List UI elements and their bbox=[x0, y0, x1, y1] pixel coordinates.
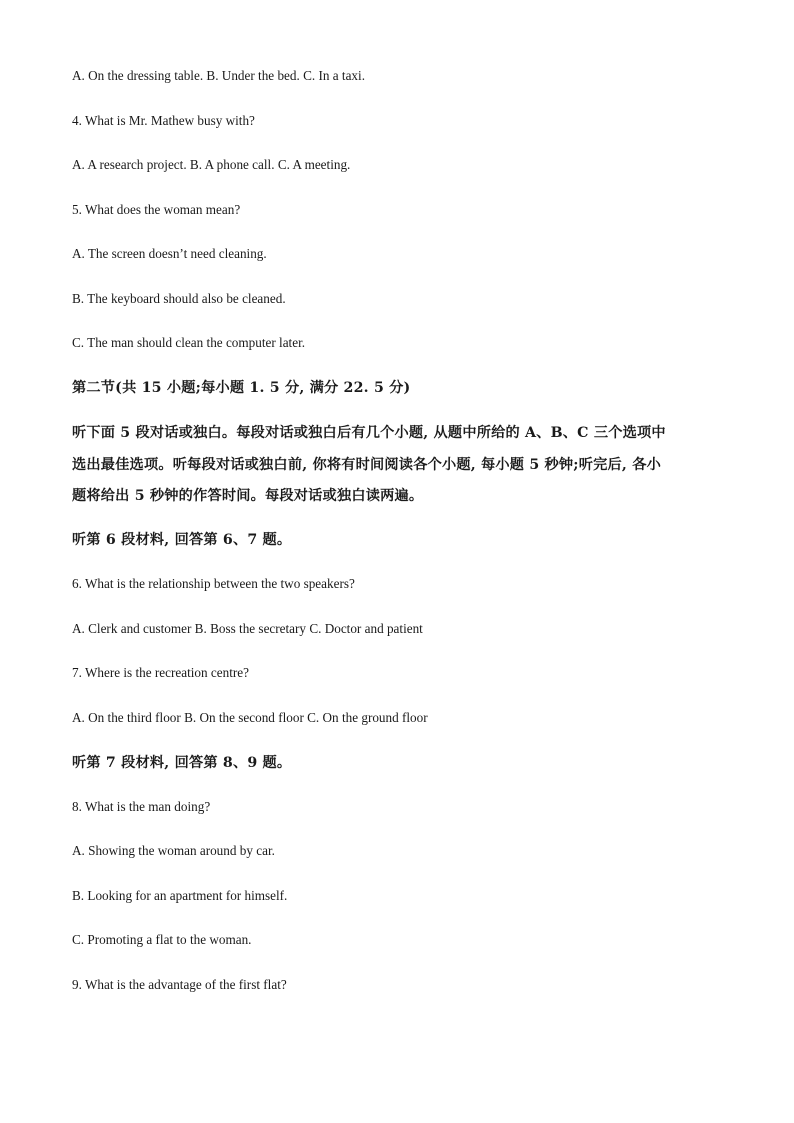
q4-question: 4. What is Mr. Mathew busy with? bbox=[72, 113, 255, 128]
material-6-heading: 听第 6 段材料, 回答第 6、7 题。 bbox=[72, 532, 292, 548]
section-heading: 第二节(共 15 小题;每小题 1. 5 分, 满分 22. 5 分) bbox=[72, 380, 411, 396]
material-7-heading: 听第 7 段材料, 回答第 8、9 题。 bbox=[72, 755, 292, 771]
q8-option-b: B. Looking for an apartment for himself. bbox=[72, 888, 288, 903]
instructions-line-1: 听下面 5 段对话或独白。每段对话或独白后有几个小题, 从题中所给的 A、B、C 三个选项中 bbox=[72, 425, 666, 441]
q5-option-c: C. The man should clean the computer later. bbox=[72, 335, 306, 350]
q6-options: A. Clerk and customer B. Boss the secretary C. Doctor and patient bbox=[72, 621, 423, 636]
q5-option-a: A. The screen doesn’t need cleaning. bbox=[72, 246, 267, 261]
q7-question: 7. Where is the recreation centre? bbox=[72, 665, 249, 680]
q8-option-c: C. Promoting a flat to the woman. bbox=[72, 932, 252, 947]
instructions-line-3: 题将给出 5 秒钟的作答时间。每段对话或独白读两遍。 bbox=[72, 488, 424, 504]
q9-question: 9. What is the advantage of the first flat? bbox=[72, 977, 287, 992]
instructions-line-2: 选出最佳选项。听每段对话或独白前, 你将有时间阅读各个小题, 每小题 5 秒钟;听完后, 各小 bbox=[72, 457, 661, 473]
q8-question: 8. What is the man doing? bbox=[72, 799, 211, 814]
q4-options: A. A research project. B. A phone call. C. A meeting. bbox=[72, 157, 351, 172]
q3-options: A. On the dressing table. B. Under the bed. C. In a taxi. bbox=[72, 68, 365, 83]
q7-options: A. On the third floor B. On the second floor C. On the ground floor bbox=[72, 710, 428, 725]
q5-option-b: B. The keyboard should also be cleaned. bbox=[72, 291, 286, 306]
q5-question: 5. What does the woman mean? bbox=[72, 202, 241, 217]
q6-question: 6. What is the relationship between the two speakers? bbox=[72, 576, 355, 591]
q8-option-a: A. Showing the woman around by car. bbox=[72, 843, 275, 858]
